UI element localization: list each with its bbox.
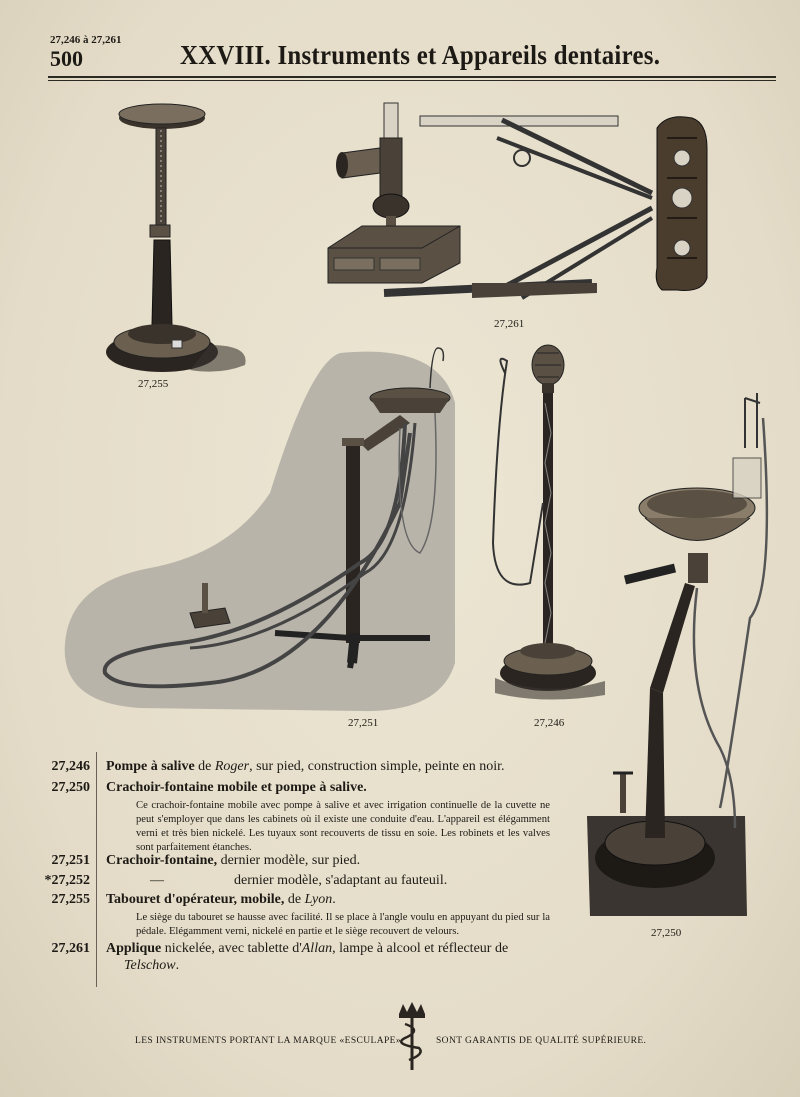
figure-caption: 27,255 xyxy=(138,378,169,390)
fountain-illustration xyxy=(60,343,460,713)
spittoon-illustration xyxy=(585,388,780,918)
entry-text-tail: , sur pied, construction simple, peinte en noir. xyxy=(249,759,505,774)
entry-title: Crachoir-fontaine mobile et pompe à salive. xyxy=(106,780,367,795)
entry-text-tail: . xyxy=(175,958,180,973)
stool-illustration xyxy=(100,100,260,380)
entry-text: de xyxy=(284,892,305,907)
entry-text-tail: , lampe à alcool et réflecteur de xyxy=(332,941,509,956)
figure-caption: 27,251 xyxy=(348,717,379,729)
footer-text-right: SONT GARANTIS DE QUALITÉ SUPÉRIEURE. xyxy=(436,1036,647,1046)
entry-number: *27,252 xyxy=(44,873,90,888)
entry-text: dernier modèle, sur pied. xyxy=(217,853,361,868)
entry-description: Le siège du tabouret se hausse avec facilité. Il se place à l'angle voulu en appuyant du pied sur la pédale. Elégamment verni, nickelé en partie et le siège recouvert de velours. xyxy=(136,912,550,937)
entry-title: Applique xyxy=(106,941,162,956)
entry-number: 27,251 xyxy=(51,853,90,868)
entry-italic: Allan xyxy=(301,941,333,956)
entry-heading xyxy=(106,941,508,957)
entry-italic: Telschow xyxy=(124,958,176,973)
entry-description: Ce crachoir-fontaine mobile avec pompe à salive et avec irrigation continuelle de la cuvette ne peut s'employer que dans les cabinets où il existe une conduite d'eau. L'appareil est élégamment verni et très bien nickelé. Les tuyaux sont recouverts de tissu en soie. Les robinets et les valves sont parfaitement étanches. xyxy=(136,800,550,853)
item-range: 27,246 à 27,261 xyxy=(50,34,122,46)
entry-text-tail: . xyxy=(332,892,336,907)
entry-text: — dernier modèle, s'adaptant au fauteuil. xyxy=(150,873,448,888)
lamp-illustration xyxy=(322,98,717,313)
entry-heading xyxy=(106,892,336,908)
entry-italic: Lyon xyxy=(304,892,333,907)
entry-title: Pompe à salive xyxy=(106,759,195,774)
entry-text: de xyxy=(194,759,215,774)
figure-caption: 27,261 xyxy=(494,318,525,330)
entry-heading xyxy=(150,873,447,889)
entry-heading xyxy=(106,759,505,775)
footer-text-left: LES INSTRUMENTS PORTANT LA MARQUE «ESCULAPE» xyxy=(135,1036,402,1046)
entry-heading xyxy=(106,853,360,869)
entry-text: nickelée, avec tablette d' xyxy=(161,941,302,956)
header-rule xyxy=(48,76,776,78)
figure-caption: 27,250 xyxy=(651,927,682,939)
entry-heading-continued xyxy=(124,958,179,974)
esculape-emblem-icon xyxy=(395,1000,429,1072)
figure-caption: 27,246 xyxy=(534,717,565,729)
entry-number: 27,261 xyxy=(51,941,90,956)
entry-number: 27,246 xyxy=(51,759,90,774)
entry-heading xyxy=(106,780,367,796)
entries-divider xyxy=(96,752,97,987)
page-title: XXVIII. Instruments et Appareils dentaires. xyxy=(180,40,661,70)
header-rule-thin xyxy=(48,80,776,81)
entry-title: Crachoir-fontaine, xyxy=(106,853,218,868)
entry-italic: Roger xyxy=(214,759,250,774)
entry-number: 27,255 xyxy=(51,892,90,907)
page-number: 500 xyxy=(50,46,83,71)
entry-title: Tabouret d'opérateur, mobile, xyxy=(106,892,285,907)
entry-number: 27,250 xyxy=(51,780,90,795)
